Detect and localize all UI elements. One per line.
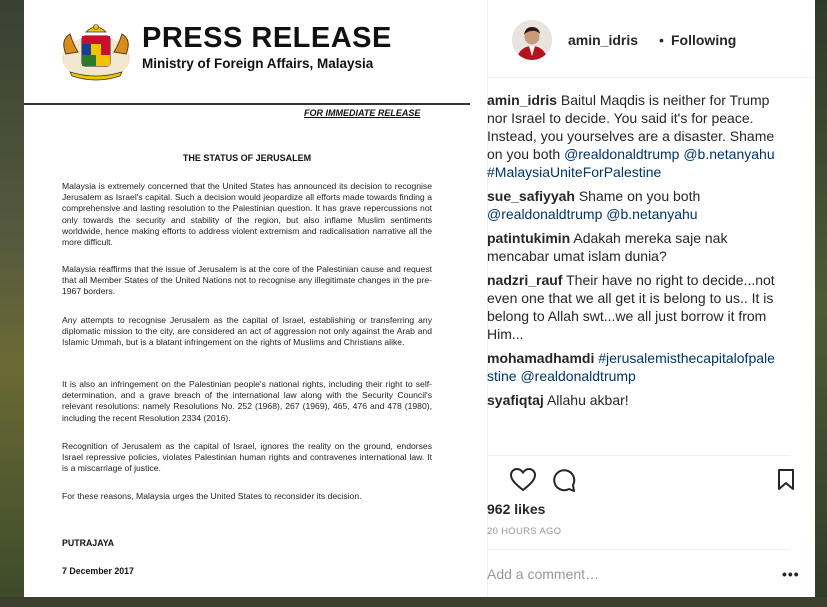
comment-icon[interactable]	[552, 468, 576, 492]
following-button[interactable]: Following	[671, 32, 737, 48]
immediate-release-label: FOR IMMEDIATE RELEASE	[304, 108, 421, 118]
document-paragraph: Recognition of Jerusalem as the capital of Israel, ignores the reality on the ground, endorses Israel repressive policies, violates Palestinian human rights and contravenes international law. It is a miscarriage of justice.	[62, 441, 432, 474]
comment-divider	[487, 549, 790, 550]
background-left	[0, 0, 24, 607]
actions-divider	[487, 455, 791, 456]
comment-username[interactable]: sue_safiyyah	[487, 188, 575, 204]
comment-tags[interactable]: @realdonaldtrump @b.netanyahu	[487, 206, 698, 222]
document-paragraph: Malaysia reaffirms that the issue of Jerusalem is at the core of the Palestinian cause and request that all Member States of the United Nations not to recognise any illegitimate changes in the pre-1967 borders.	[62, 264, 432, 297]
comment-username[interactable]: mohamadhamdi	[487, 350, 595, 366]
document-paragraph: Malaysia is extremely concerned that the United States has announced its decision to recognise Jerusalem as Israel's capital. Such a decision would jeopardize all efforts made towards finding a comprehensive and lasting resolution to the Palestinian question. It has grave repercussions not only towards the security and stability of the region, but also inflame Muslim sentiments worldwide, hence making efforts to address violent extremism and radicalisation narrative all the more difficult.	[62, 181, 432, 248]
comment	[487, 391, 779, 409]
press-release-title: PRESS RELEASE	[142, 22, 392, 54]
more-options-icon[interactable]: •••	[782, 566, 800, 582]
comment	[487, 229, 779, 265]
comment-username[interactable]: syafiqtaj	[487, 392, 544, 408]
avatar-image-icon	[512, 20, 552, 60]
document-paragraph: It is also an infringement on the Palestinian people's national rights, including their right to self-determination, and a grave breach of the international law along with the Security Council's relevant resolutions: namely Resolutions No. 252 (1968), 267 (1969), 465, 476 and 478 (1980), including the recent Resolution 2334 (2016).	[62, 379, 432, 423]
comment	[487, 187, 779, 223]
malaysia-coat-of-arms-icon	[56, 18, 136, 84]
document-heading: THE STATUS OF JERUSALEM	[182, 153, 312, 163]
comment	[487, 349, 779, 385]
post-image[interactable]	[24, 0, 488, 597]
background-right	[815, 0, 827, 607]
background-bottom	[0, 597, 827, 607]
like-count[interactable]: 962 likes	[487, 501, 546, 517]
comment-text: Baitul Maqdis is neither for Trump nor Israel to decide. You said it's for peace. Instead, you yourselves are a disaster. Shame on you both	[487, 92, 775, 162]
comment-text: Shame on you both	[578, 188, 701, 204]
add-comment-input[interactable]: Add a comment…	[487, 566, 600, 582]
post-header	[488, 0, 815, 78]
comment	[487, 271, 779, 343]
document-place: PUTRAJAYA	[62, 538, 115, 548]
comment-username[interactable]: nadzri_rauf	[487, 272, 563, 288]
comment-text: Allahu akbar!	[546, 392, 629, 408]
document-paragraph: For these reasons, Malaysia urges the United States to reconsider its decision.	[62, 491, 362, 501]
document-paragraph: Any attempts to recognise Jerusalem as the capital of Israel, establishing or transferring any diplomatic mission to the city, are considered an act of aggression not only against the Arab and Islamic Ummah, but is a blatant infringement on the rights of Muslims and Christians alike.	[62, 315, 432, 348]
post-timestamp[interactable]: 20 HOURS AGO	[487, 526, 562, 537]
comment-text: Their have no right to decide...not even one that we all get it is belong to us.. It is belong to Allah swt...we all just borrow it from Him...	[487, 272, 775, 342]
divider	[24, 103, 470, 105]
avatar[interactable]	[512, 20, 552, 60]
press-release-document	[24, 0, 488, 597]
comment-username[interactable]: amin_idris	[487, 92, 558, 108]
comment-text: Adakah mereka saje nak mencabar umat islam dunia?	[487, 230, 728, 264]
document-date: 7 December 2017	[62, 566, 134, 576]
comment-tags[interactable]: #jerusalemisthecapitalofpalestine @realdonaldtrump	[487, 350, 775, 384]
ministry-name: Ministry of Foreign Affairs, Malaysia	[142, 56, 374, 71]
bookmark-icon[interactable]	[777, 469, 795, 491]
comment-username[interactable]: patintukimin	[487, 230, 571, 246]
heart-icon[interactable]	[510, 468, 536, 492]
post-author-username[interactable]: amin_idris	[568, 32, 639, 48]
separator-dot: •	[659, 32, 664, 48]
caption-comment	[487, 91, 779, 181]
comment-tags[interactable]: @realdonaldtrump @b.netanyahu #MalaysiaUniteForPalestine	[487, 146, 775, 180]
